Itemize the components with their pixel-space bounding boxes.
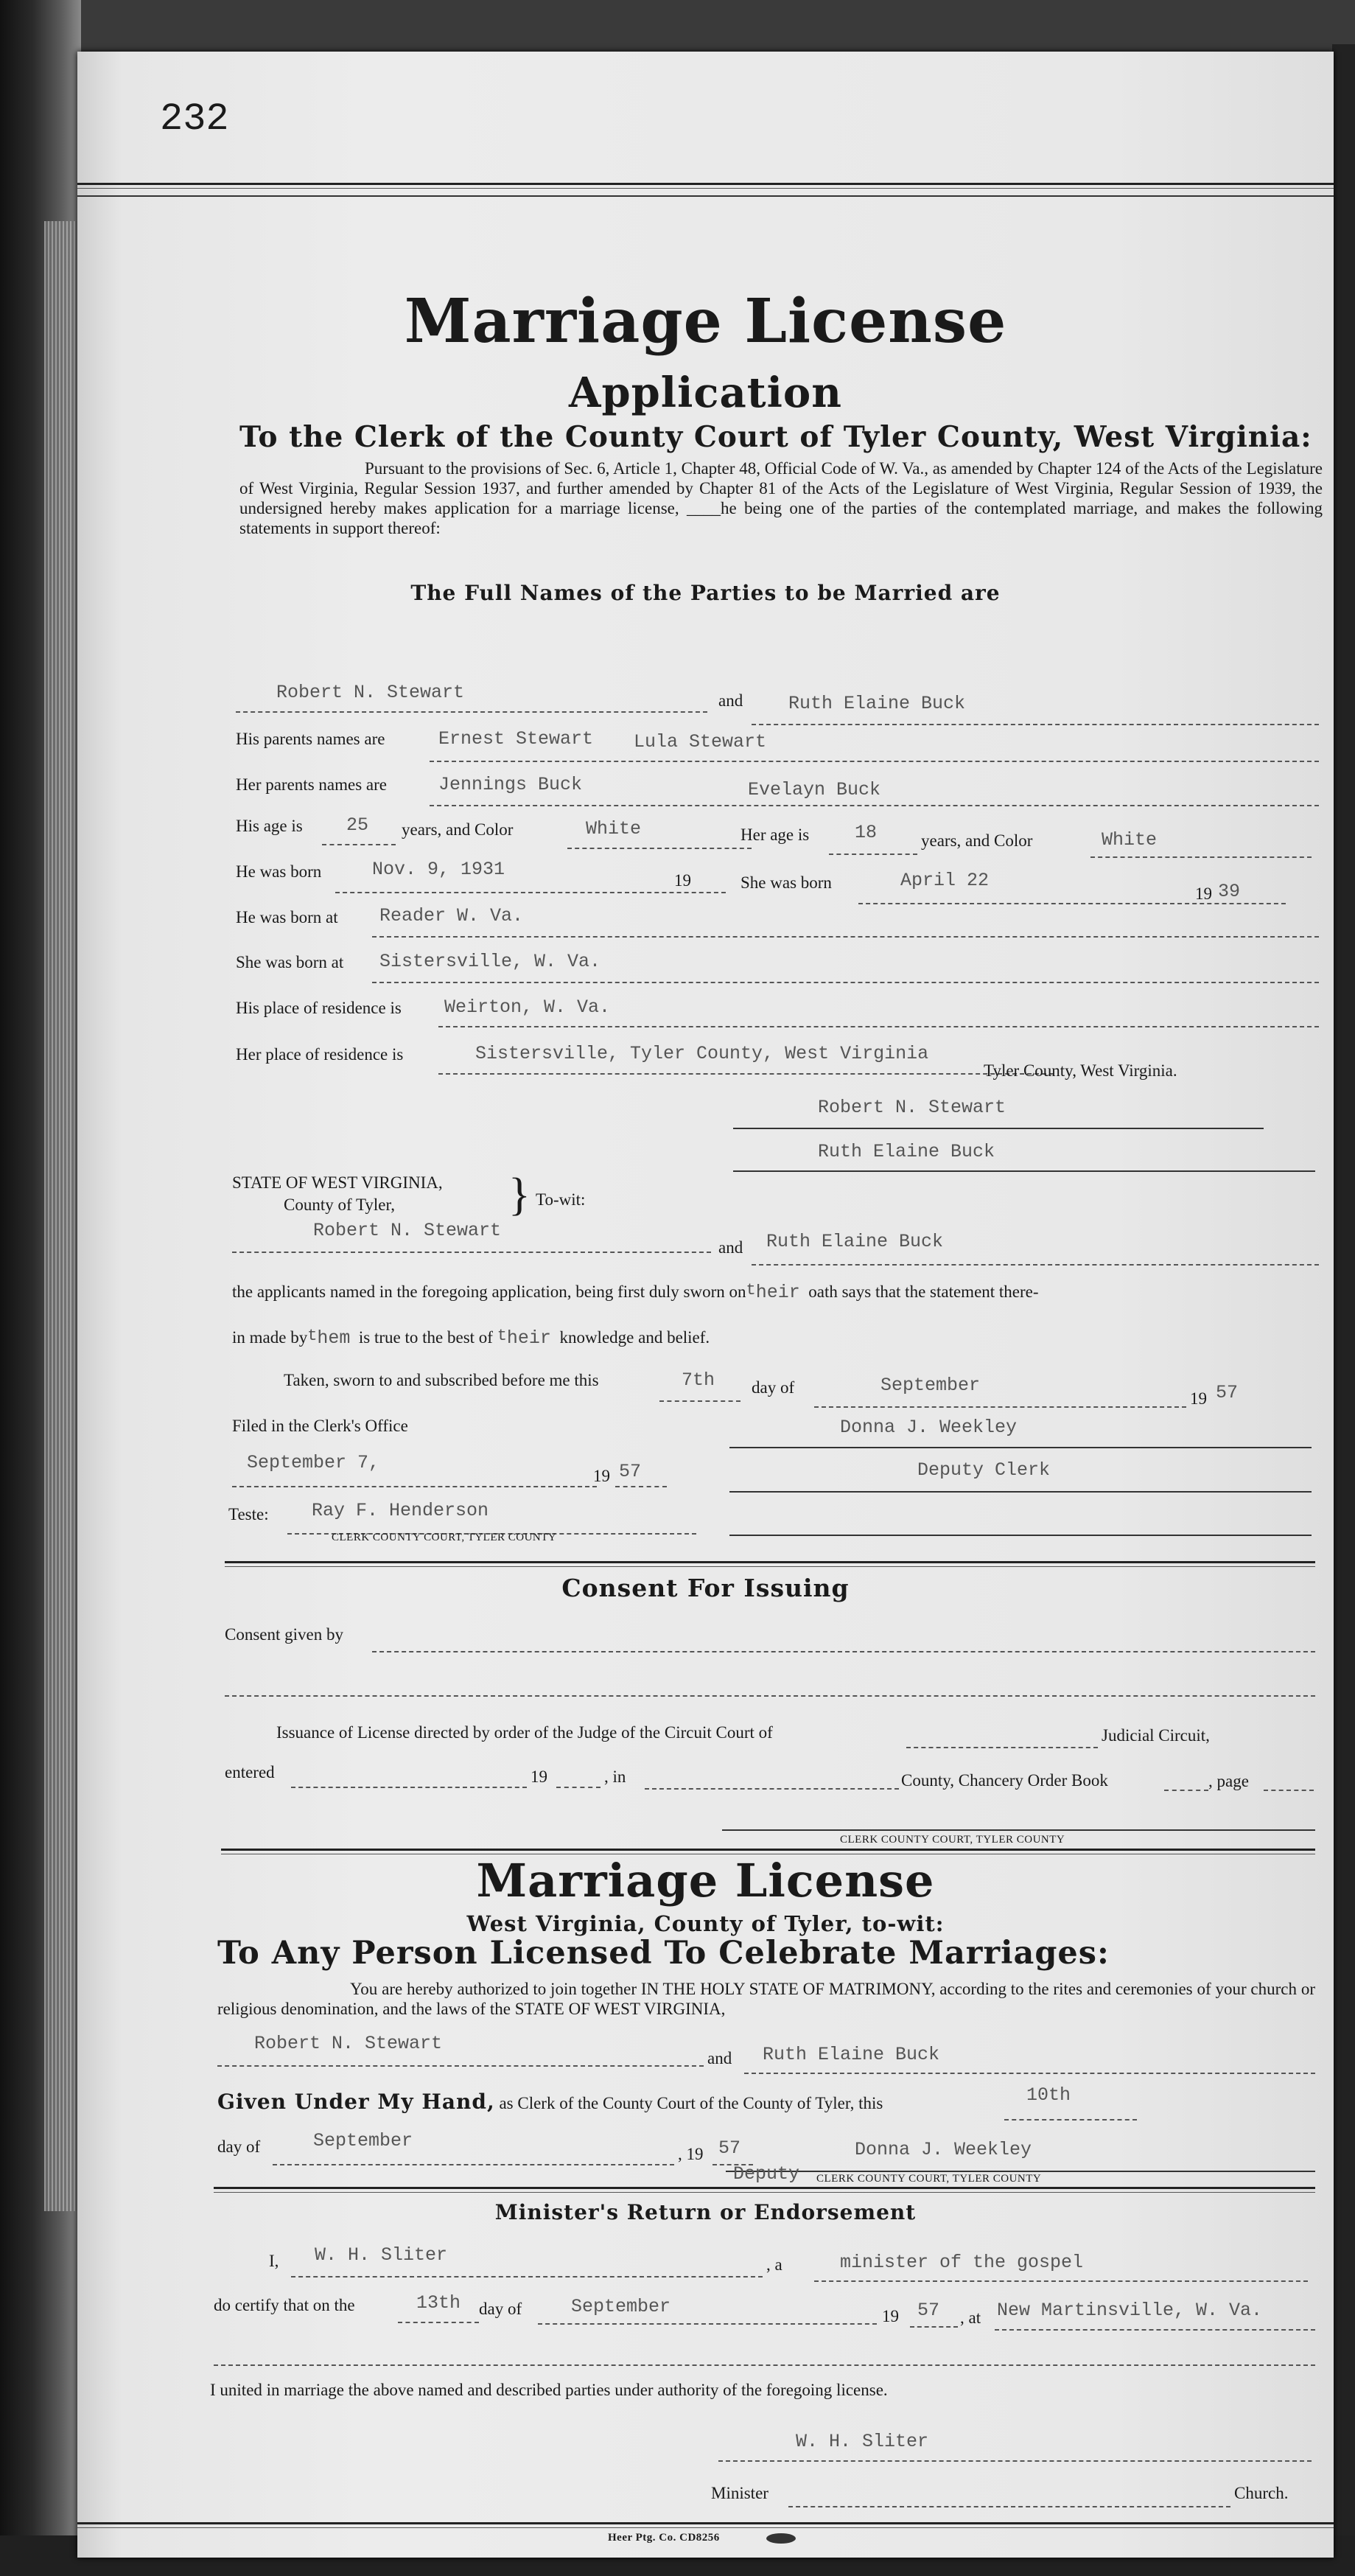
entered-in-label: , in bbox=[604, 1767, 626, 1786]
groom-name: Robert N. Stewart bbox=[276, 682, 465, 703]
sworn-month: September bbox=[880, 1375, 981, 1396]
full-names-heading: The Full Names of the Parties to be Married are bbox=[410, 581, 1001, 605]
he-born-at-label: He was born at bbox=[236, 908, 338, 926]
oath-line-2: in made bythem is true to the best of their knowledge and belief. bbox=[232, 1327, 710, 1349]
license-and: and bbox=[707, 2049, 732, 2067]
church-label: Church. bbox=[1234, 2484, 1289, 2502]
filed-century: 19 bbox=[593, 1467, 610, 1485]
her-birth-date: April 22 bbox=[900, 870, 990, 891]
judicial-circuit-label: Judicial Circuit, bbox=[1102, 1726, 1210, 1745]
license-day-of-label: day of bbox=[217, 2137, 261, 2156]
state-label: STATE OF WEST VIRGINIA, bbox=[232, 1173, 443, 1192]
her-age: 18 bbox=[855, 822, 878, 843]
bride-name: Ruth Elaine Buck bbox=[788, 693, 966, 714]
minister-top-rule bbox=[214, 2187, 1315, 2193]
document-title: Marriage License bbox=[404, 286, 1007, 357]
groom-signature: Robert N. Stewart bbox=[818, 1097, 1006, 1118]
minister-day: 13th bbox=[416, 2292, 461, 2314]
license-clerk-name: Donna J. Weekley bbox=[855, 2139, 1032, 2160]
to-wit-label: To-wit: bbox=[536, 1190, 586, 1209]
entered-label: entered bbox=[225, 1763, 275, 1781]
preamble-paragraph: Pursuant to the provisions of Sec. 6, Article 1, Chapter 48, Official Code of W. Va., as amended by Chapter 124 of the Acts of the Legislature of West Virginia, Regular Session 1937, and further amended by Chapter 81 of the Acts of the Legislature of West Virginia, Regular Session of 1939, the undersigned hereby makes application for a marriage license, ____he being one of the parties of the contemplated marriage, and makes the following statements in support thereof: bbox=[239, 459, 1323, 537]
affidavit-bride: Ruth Elaine Buck bbox=[766, 1231, 944, 1252]
page-number: 232 bbox=[160, 97, 229, 141]
license-bride: Ruth Elaine Buck bbox=[763, 2044, 940, 2065]
her-birthplace: Sistersville, W. Va. bbox=[379, 951, 601, 972]
consent-heading: Consent For Issuing bbox=[561, 1574, 850, 1602]
deputy-clerk-name: Donna J. Weekley bbox=[840, 1417, 1018, 1438]
teste-name: Ray F. Henderson bbox=[312, 1500, 489, 1521]
sworn-day-of-label: day of bbox=[752, 1378, 795, 1397]
minister-year: 57 bbox=[917, 2300, 940, 2321]
printer-imprint: Heer Ptg. Co. CD8256 bbox=[608, 2532, 720, 2544]
printer-union-mark bbox=[766, 2533, 796, 2544]
license-month: September bbox=[313, 2130, 413, 2151]
minister-month: September bbox=[571, 2296, 671, 2317]
minister-century: 19 bbox=[882, 2307, 899, 2325]
license-deputy: Deputy bbox=[733, 2163, 800, 2185]
minister-a-label: , a bbox=[766, 2255, 782, 2274]
entered-century: 19 bbox=[531, 1767, 547, 1786]
license-body: You are hereby authorized to join together IN THE HOLY STATE OF MATRIMONY, according to the rites and ceremonies of your church or religious denomination, and the laws of the STATE OF WEST VIRGINIA, bbox=[217, 1980, 1315, 2018]
his-color-label: years, and Color bbox=[402, 820, 514, 839]
their-1: heir bbox=[755, 1282, 800, 1303]
minister-i-label: I, bbox=[269, 2252, 279, 2270]
oath-line-1: the applicants named in the foregoing application, being first duly sworn ontheir oath says that the statement there- bbox=[232, 1281, 1039, 1303]
license-clerk-caption: CLERK COUNTY COURT, TYLER COUNTY bbox=[816, 2173, 1042, 2185]
consent-clerk-caption: CLERK COUNTY COURT, TYLER COUNTY bbox=[840, 1834, 1065, 1846]
her-residence: Sistersville, Tyler County, West Virginia bbox=[475, 1043, 929, 1064]
consent-given-by-label: Consent given by bbox=[225, 1625, 343, 1644]
sworn-century: 19 bbox=[1190, 1389, 1207, 1408]
minister-title: minister of the gospel bbox=[840, 2252, 1084, 2273]
his-parents-label: His parents names are bbox=[236, 730, 385, 748]
his-father-name: Ernest Stewart bbox=[438, 728, 594, 750]
them: hem bbox=[317, 1327, 351, 1349]
affidavit-groom: Robert N. Stewart bbox=[313, 1220, 502, 1241]
license-addressee: To Any Person Licensed To Celebrate Marriages: bbox=[217, 1935, 1110, 1972]
bride-signature: Ruth Elaine Buck bbox=[818, 1141, 995, 1162]
county-label: County of Tyler, bbox=[284, 1195, 396, 1214]
register-page bbox=[77, 52, 1334, 2558]
filed-year: 57 bbox=[619, 1461, 642, 1482]
certify-label: do certify that on the bbox=[214, 2296, 355, 2314]
his-color: White bbox=[586, 818, 642, 840]
her-parents-label: Her parents names are bbox=[236, 775, 387, 794]
united-statement: I united in marriage the above named and described parties under authority of the foregoing license. bbox=[210, 2381, 888, 2399]
sworn-day: 7th bbox=[682, 1369, 715, 1391]
license-century: , 19 bbox=[678, 2145, 704, 2163]
and-label: and bbox=[718, 691, 743, 710]
page-label: , page bbox=[1208, 1772, 1249, 1790]
taken-sworn-label: Taken, sworn to and subscribed before me this bbox=[284, 1371, 599, 1389]
filed-date: September 7, bbox=[247, 1452, 380, 1473]
he-born-label: He was born bbox=[236, 862, 322, 881]
given-under-line: Given Under My Hand, as Clerk of the County Court of the County of Tyler, this bbox=[217, 2090, 883, 2114]
her-birth-century: 19 bbox=[1195, 884, 1212, 903]
teste-label: Teste: bbox=[228, 1505, 269, 1523]
her-mother-name: Evelayn Buck bbox=[748, 779, 881, 800]
her-color: White bbox=[1102, 829, 1158, 851]
his-mother-name: Lula Stewart bbox=[634, 731, 767, 753]
her-residence-label: Her place of residence is bbox=[236, 1045, 404, 1064]
license-groom: Robert N. Stewart bbox=[254, 2033, 443, 2054]
her-birth-year: 39 bbox=[1218, 881, 1241, 902]
his-birthplace: Reader W. Va. bbox=[379, 905, 524, 926]
filed-label: Filed in the Clerk's Office bbox=[232, 1417, 408, 1435]
consent-top-rule bbox=[225, 1561, 1315, 1567]
minister-signature: W. H. Sliter bbox=[796, 2431, 929, 2452]
his-age-label: His age is bbox=[236, 817, 303, 835]
top-border-rule bbox=[77, 183, 1334, 189]
license-title: Marriage License bbox=[476, 1854, 935, 1907]
license-year: 57 bbox=[718, 2137, 741, 2159]
brace-mark: } bbox=[508, 1170, 531, 1220]
his-residence-label: His place of residence is bbox=[236, 999, 402, 1017]
their-2: heir bbox=[506, 1327, 551, 1349]
addressee-line: To the Clerk of the County Court of Tyler County, West Virginia: bbox=[239, 420, 1312, 454]
county-chancery-label: County, Chancery Order Book bbox=[901, 1771, 1108, 1790]
license-subtitle: West Virginia, County of Tyler, to-wit: bbox=[466, 1911, 945, 1936]
she-born-at-label: She was born at bbox=[236, 953, 344, 971]
marriage-place: New Martinsville, W. Va. bbox=[997, 2300, 1263, 2321]
his-residence: Weirton, W. Va. bbox=[444, 996, 611, 1018]
affidavit-and: and bbox=[718, 1238, 743, 1257]
teste-caption: CLERK COUNTY COURT, TYLER COUNTY bbox=[332, 1532, 557, 1543]
issuance-text: Issuance of License directed by order of the Judge of the Circuit Court of bbox=[276, 1723, 773, 1742]
license-day: 10th bbox=[1026, 2084, 1071, 2106]
tyler-county-wv-label: Tyler County, West Virginia. bbox=[984, 1061, 1177, 1080]
given-under-hand: Given Under My Hand, bbox=[217, 2090, 495, 2114]
minister-name: W. H. Sliter bbox=[315, 2244, 448, 2266]
minister-at-label: , at bbox=[960, 2308, 981, 2327]
page-edge-shadow bbox=[1332, 44, 1355, 2576]
minister-day-of-label: day of bbox=[479, 2300, 522, 2318]
sworn-year: 57 bbox=[1216, 1382, 1239, 1403]
her-age-label: Her age is bbox=[740, 825, 810, 844]
his-age: 25 bbox=[346, 814, 369, 836]
her-color-label: years, and Color bbox=[921, 831, 1033, 850]
his-birth-date: Nov. 9, 1931 bbox=[372, 859, 505, 880]
book-spine bbox=[0, 0, 81, 2576]
minister-label: Minister bbox=[711, 2484, 768, 2502]
her-father-name: Jennings Buck bbox=[438, 774, 583, 795]
document-subtitle: Application bbox=[569, 369, 842, 417]
bottom-border-rule bbox=[77, 2522, 1334, 2528]
deputy-clerk-title: Deputy Clerk bbox=[917, 1459, 1051, 1481]
minister-heading: Minister's Return or Endorsement bbox=[494, 2200, 917, 2224]
their-prefix-1: t bbox=[746, 1281, 756, 1299]
she-born-label: She was born bbox=[740, 873, 832, 892]
his-birth-century: 19 bbox=[674, 871, 691, 890]
